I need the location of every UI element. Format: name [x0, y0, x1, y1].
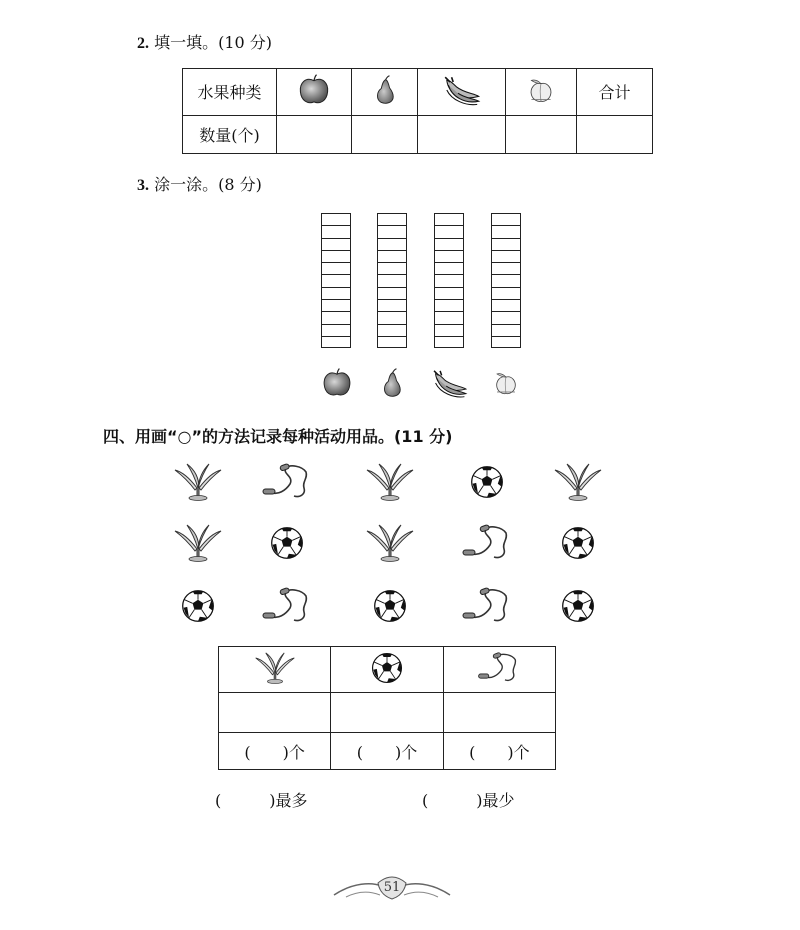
- fruit-cell-pear: [352, 69, 418, 116]
- count-cell-ball[interactable]: ( )个: [331, 733, 443, 770]
- soccer-ball-icon: [372, 588, 408, 624]
- record-header-ball: [331, 647, 443, 693]
- bar-cell[interactable]: [491, 213, 521, 225]
- bar-cell[interactable]: [321, 336, 351, 348]
- record-circles-shuttlecock[interactable]: [219, 693, 331, 733]
- bar-cell[interactable]: [321, 238, 351, 250]
- jump-rope-icon: [476, 651, 522, 685]
- jump-rope-icon: [262, 462, 312, 502]
- bar-cell[interactable]: [377, 287, 407, 299]
- fruit-type-label: 水果种类: [183, 69, 277, 116]
- bar-cell[interactable]: [377, 262, 407, 274]
- quantity-input-pear[interactable]: [352, 115, 418, 153]
- bar-cell[interactable]: [491, 225, 521, 237]
- quantity-input-peach[interactable]: [506, 115, 577, 153]
- soccer-ball-icon: [370, 651, 404, 685]
- record-circles-rope[interactable]: [443, 693, 555, 733]
- bar-column-banana[interactable]: [434, 213, 464, 348]
- quantity-label: 数量(个): [183, 115, 277, 153]
- record-header-shuttlecock: [219, 647, 331, 693]
- record-circles-ball[interactable]: [331, 693, 443, 733]
- bar-column-peach[interactable]: [491, 213, 521, 348]
- bar-cell[interactable]: [377, 311, 407, 323]
- bar-cell[interactable]: [434, 262, 464, 274]
- bar-cell[interactable]: [491, 262, 521, 274]
- soccer-ball-icon: [180, 588, 216, 624]
- pear-icon: [377, 366, 407, 400]
- bar-cell[interactable]: [434, 299, 464, 311]
- shuttlecock-icon: [254, 650, 296, 686]
- bar-cell[interactable]: [377, 238, 407, 250]
- apple-icon: [321, 366, 353, 400]
- shuttlecock-icon: [173, 523, 223, 563]
- bar-cell[interactable]: [321, 311, 351, 323]
- question-2-heading: [137, 30, 272, 53]
- record-header-rope: [443, 647, 555, 693]
- shuttlecock-icon: [553, 462, 603, 502]
- soccer-ball-icon: [560, 588, 596, 624]
- fruit-cell-banana: [418, 69, 506, 116]
- soccer-ball-icon: [560, 525, 596, 561]
- bar-cell[interactable]: [321, 262, 351, 274]
- quantity-input-total[interactable]: [577, 115, 653, 153]
- bar-cell[interactable]: [491, 299, 521, 311]
- quantity-input-apple[interactable]: [277, 115, 352, 153]
- bar-cell[interactable]: [377, 324, 407, 336]
- most-answer[interactable]: ( )最多: [215, 791, 308, 810]
- bar-cell[interactable]: [434, 287, 464, 299]
- pear-icon: [370, 73, 400, 107]
- bar-cell[interactable]: [434, 336, 464, 348]
- bar-cell[interactable]: [491, 311, 521, 323]
- bar-cell[interactable]: [377, 213, 407, 225]
- bar-cell[interactable]: [321, 274, 351, 286]
- bar-cell[interactable]: [321, 324, 351, 336]
- bar-cell[interactable]: [434, 250, 464, 262]
- bar-cell[interactable]: [434, 238, 464, 250]
- count-cell-shuttlecock[interactable]: ( )个: [219, 733, 331, 770]
- least-answer[interactable]: ( )最少: [422, 791, 515, 810]
- bar-cell[interactable]: [434, 213, 464, 225]
- bar-cell[interactable]: [491, 287, 521, 299]
- jump-rope-icon: [262, 586, 312, 626]
- bar-cell[interactable]: [321, 287, 351, 299]
- count-cell-rope[interactable]: ( )个: [443, 733, 555, 770]
- shuttlecock-icon: [365, 523, 415, 563]
- record-table: [218, 646, 556, 770]
- bar-column-pear[interactable]: [377, 213, 407, 348]
- banana-icon: [442, 72, 482, 108]
- soccer-ball-icon: [469, 464, 505, 500]
- bar-cell[interactable]: [377, 250, 407, 262]
- question-text: 填一填。(10 分): [154, 33, 273, 52]
- banana-icon: [431, 366, 469, 400]
- bar-cell[interactable]: [491, 336, 521, 348]
- question-3-heading: [137, 172, 262, 195]
- shuttlecock-icon: [173, 462, 223, 502]
- bar-cell[interactable]: [321, 250, 351, 262]
- bar-cell[interactable]: [377, 299, 407, 311]
- section-4-heading: 四、用画“○”的方法记录每种活动用品。(11 分): [103, 427, 453, 446]
- bar-cell[interactable]: [491, 274, 521, 286]
- question-number: 2.: [137, 35, 149, 52]
- bar-cell[interactable]: [377, 274, 407, 286]
- bar-cell[interactable]: [321, 213, 351, 225]
- bar-cell[interactable]: [321, 299, 351, 311]
- page-number: 51: [383, 880, 401, 895]
- total-label: 合计: [577, 69, 653, 116]
- bar-cell[interactable]: [434, 225, 464, 237]
- question-number: 3.: [137, 177, 149, 194]
- fruit-cell-apple: [277, 69, 352, 116]
- soccer-ball-icon: [269, 525, 305, 561]
- jump-rope-icon: [462, 586, 512, 626]
- shuttlecock-icon: [365, 462, 415, 502]
- page-number-ornament: [332, 865, 452, 905]
- bar-cell[interactable]: [377, 336, 407, 348]
- bar-cell[interactable]: [321, 225, 351, 237]
- fruit-cell-peach: [506, 69, 577, 116]
- bar-cell[interactable]: [491, 324, 521, 336]
- bar-cell[interactable]: [491, 238, 521, 250]
- peach-icon: [491, 368, 521, 398]
- peach-icon: [525, 74, 557, 106]
- question-text: 涂一涂。(8 分): [154, 175, 262, 194]
- jump-rope-icon: [462, 523, 512, 563]
- bar-cell[interactable]: [434, 274, 464, 286]
- quantity-input-banana[interactable]: [418, 115, 506, 153]
- fruit-table: [182, 68, 653, 154]
- bar-column-apple[interactable]: [321, 213, 351, 348]
- bar-cell[interactable]: [434, 311, 464, 323]
- bar-cell[interactable]: [491, 250, 521, 262]
- bar-cell[interactable]: [434, 324, 464, 336]
- apple-icon: [297, 73, 331, 107]
- bar-cell[interactable]: [377, 225, 407, 237]
